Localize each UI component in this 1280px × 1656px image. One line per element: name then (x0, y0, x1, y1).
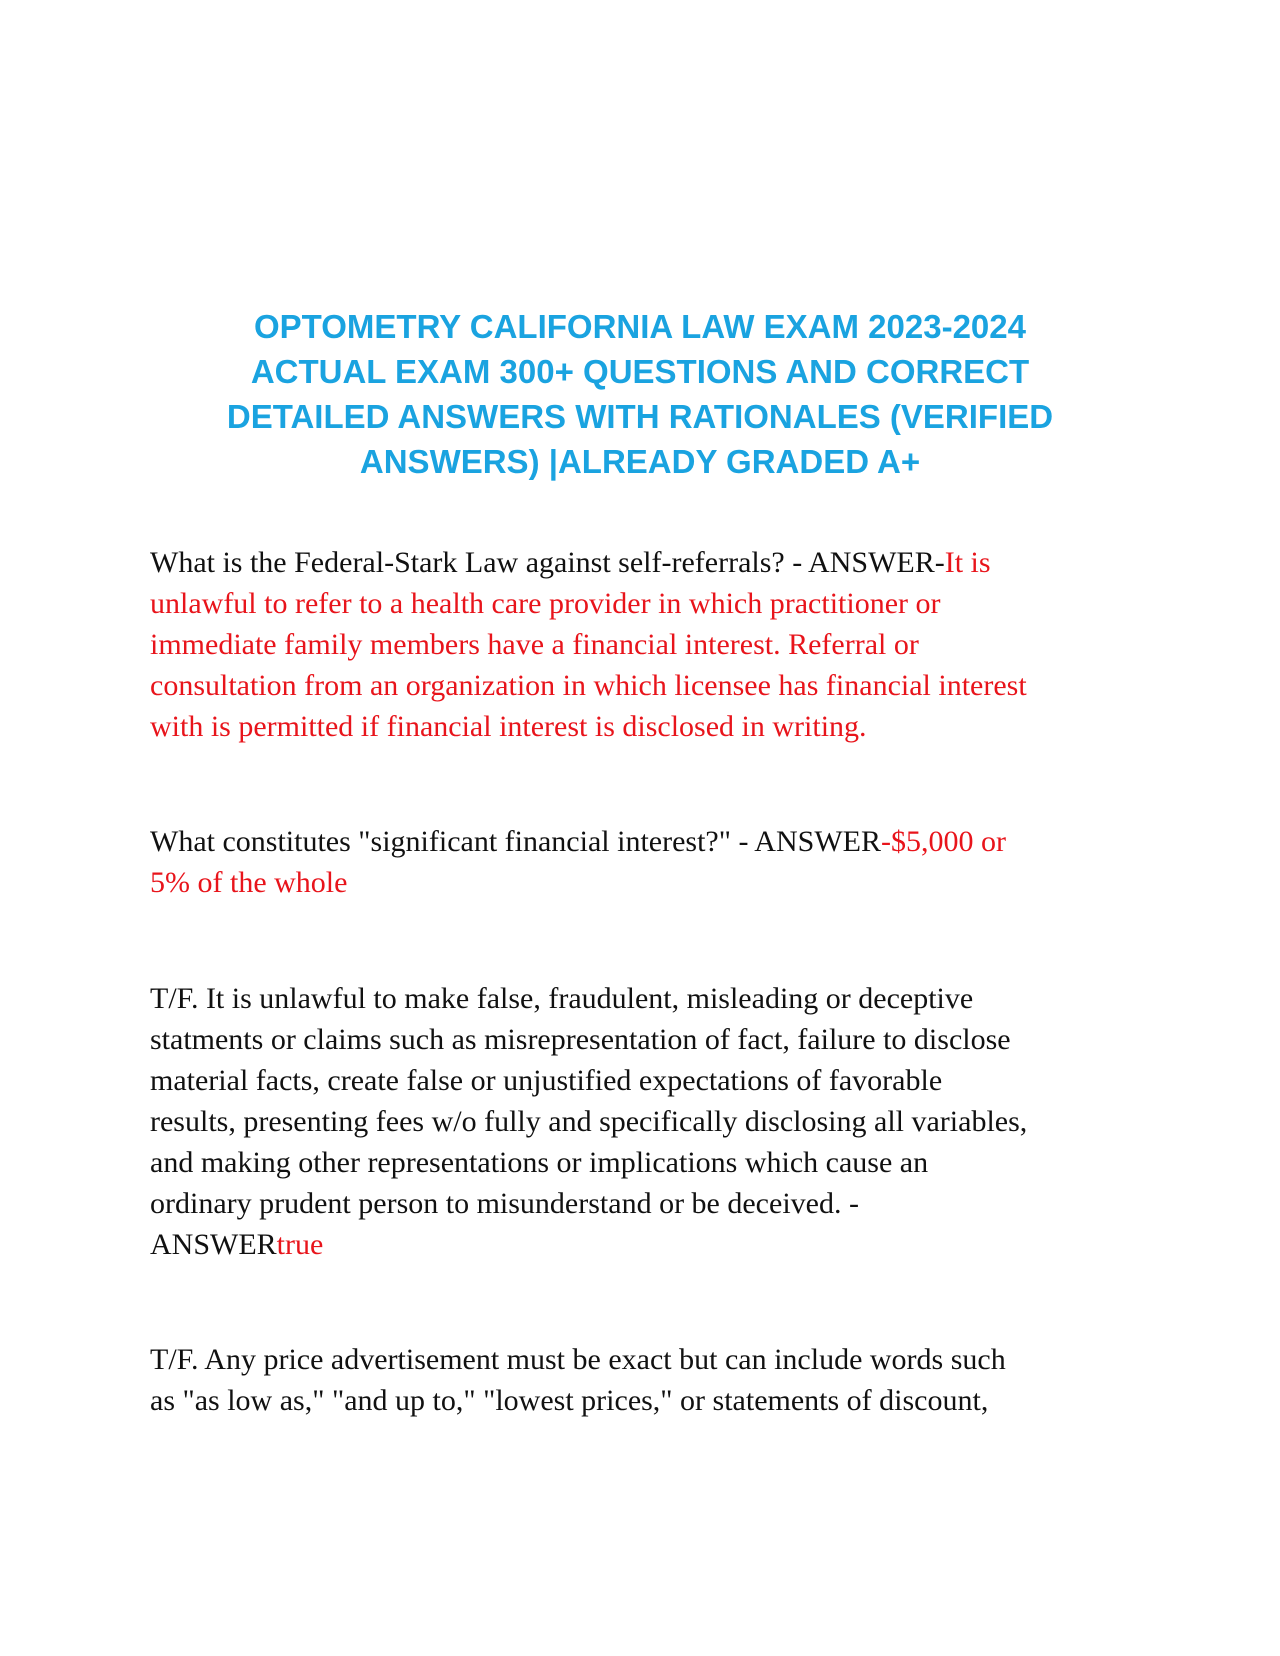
answer-text: with is permitted if financial interest is disclosed in writing. (150, 710, 867, 743)
document-title (150, 304, 1130, 484)
question-text: T/F. It is unlawful to make false, fraudulent, misleading or deceptive (150, 982, 974, 1015)
qa-item-false-statements (150, 978, 1140, 1265)
title-line: ACTUAL EXAM 300+ QUESTIONS AND CORRECT (250, 353, 1030, 390)
qa-line (150, 542, 1140, 583)
qa-item-price-advertisement (150, 1339, 1140, 1421)
question-text: results, presenting fees w/o fully and specifically disclosing all variables, (150, 1105, 1028, 1138)
answer-text: true (276, 1228, 324, 1261)
question-text: What is the Federal-Stark Law against self-referrals? - ANSWER- (150, 546, 945, 579)
title-line: DETAILED ANSWERS WITH RATIONALES (VERIFIED (226, 398, 1054, 435)
question-text: T/F. Any price advertisement must be exact but can include words such (150, 1343, 1006, 1376)
question-text: ordinary prudent person to misunderstand or be deceived. - (150, 1187, 859, 1220)
answer-text: unlawful to refer to a health care provider in which practitioner or (150, 587, 941, 620)
answer-text: It is (944, 546, 991, 579)
qa-item-stark-law (150, 542, 1140, 747)
answer-text: -$5,000 or (880, 825, 1006, 858)
qa-item-significant-interest (150, 821, 1140, 903)
qa-line (150, 821, 1140, 862)
answer-text: immediate family members have a financial interest. Referral or (150, 628, 919, 661)
answer-text: consultation from an organization in which licensee has financial interest (150, 669, 1027, 702)
title-line: OPTOMETRY CALIFORNIA LAW EXAM 2023-2024 (254, 308, 1026, 345)
qa-line (150, 1224, 1140, 1265)
question-text: What constitutes "significant financial interest?" - ANSWER (150, 825, 881, 858)
question-text: statments or claims such as misrepresentation of fact, failure to disclose (150, 1023, 1011, 1056)
question-text: as "as low as," "and up to," "lowest prices," or statements of discount, (150, 1384, 989, 1417)
question-text: and making other representations or implications which cause an (150, 1146, 929, 1179)
title-line: ANSWERS) |ALREADY GRADED A+ (359, 443, 921, 480)
answer-label: ANSWER (150, 1228, 277, 1261)
answer-text: 5% of the whole (150, 866, 348, 899)
question-text: material facts, create false or unjustified expectations of favorable (150, 1064, 943, 1097)
